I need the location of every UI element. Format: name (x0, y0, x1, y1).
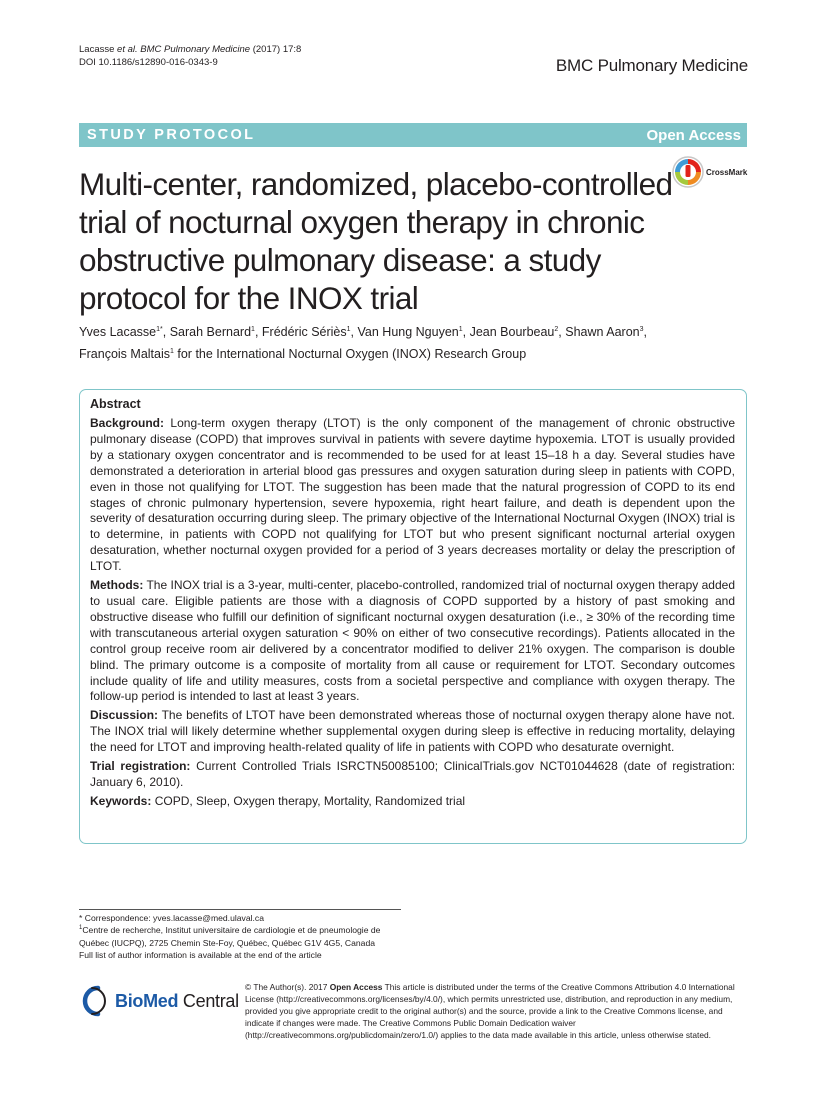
article-title: Multi-center, randomized, placebo-controlled trial of nocturnal oxygen therapy in chronic obstructive pulmonary disease: a study protocol for the INOX trial (79, 166, 673, 316)
publisher-name-bold: BioMed (115, 990, 179, 1011)
citation-authors: Lacasse (79, 44, 118, 55)
biomed-central-logo-icon (79, 985, 111, 1017)
crossmark-badge[interactable] (672, 156, 747, 188)
author-separator: , (558, 325, 566, 339)
footnotes (79, 912, 409, 961)
author-affiliation-sup: 1 (170, 347, 174, 355)
discussion-text: The benefits of LTOT have been demonstrated whereas those of nocturnal oxygen therapy alone have not. The INOX trial will likely determine whether supplemental oxygen during sleep is effective in reducing mortality, delaying the need for LTOT and improving health-related quality of life in patients with COPD who desaturate overnight. (90, 708, 735, 755)
abstract-heading: Abstract (90, 397, 141, 411)
abstract-discussion (90, 708, 735, 756)
footnote-divider (79, 909, 401, 910)
doi: DOI 10.1186/s12890-016-0343-9 (79, 57, 218, 68)
author-affiliation-sup: 2 (554, 325, 559, 333)
author-name: Frédéric Sériès (261, 325, 347, 339)
author-affiliation-sup: 1 (458, 325, 463, 333)
author-name: Sarah Bernard (169, 325, 252, 339)
citation-block (79, 43, 301, 69)
license-body: This article is distributed under the terms of the Creative Commons Attribution 4.0 International License (http://creativecommons.org/licenses/by/4.0/), which permits unrestricted use, distribution, and reproduction in any medium, provided you give appropriate credit to the original author(s) and the source, provide a link to the Creative Commons license, and indicate if changes were made. The Creative Commons Public Domain Dedication waiver (http://creativecommons.org/publicdomain/zero/1.0/) applies to the data made available in this article, unless otherwise stated. (245, 982, 735, 1040)
citation-volume: (2017) 17:8 (250, 44, 302, 55)
keywords-text: COPD, Sleep, Oxygen therapy, Mortality, Randomized trial (151, 793, 466, 808)
affiliation-text: Centre de recherche, Institut universitaire de cardiologie et de pneumologie de Québec (IUCPQ), 2725 Chemin Ste-Foy, Québec, Québec G1V 4G5, Canada (79, 925, 381, 948)
author-separator: , (462, 325, 470, 339)
correspondence: * Correspondence: yves.lacasse@med.ulaval.ca (79, 913, 264, 923)
discussion-label: Discussion: (90, 708, 159, 723)
author-name: François Maltais (79, 347, 170, 361)
author-affiliation-sup: 1 (251, 325, 255, 333)
license-text (245, 981, 750, 1041)
author-affiliation-sup: 1* (156, 325, 163, 333)
license-prefix: © The Author(s). 2017 (245, 982, 330, 992)
methods-text: The INOX trial is a 3-year, multi-center, placebo-controlled, randomized trial of nocturnal oxygen therapy added to usual care. Eligible patients are those with a diagnosis of COPD supported by a history of past smoking and obstructive disease who fulfill our definition of significant nocturnal oxygen desaturation (i.e., ≥ 30% of the recording time with transcutaneous arterial oxygen saturation < 90% on either of two consecutive recordings). Patients allocated in the control group receive room air delivered by a concentrator modified to deliver 21% oxygen. The comparison is double blind. The primary outcome is a composite of mortality from all cause or requirement for LTOT. Secondary outcomes include quality of life and utility measures, costs from a societal perspective and compliance with oxygen therapy. The follow-up period is intended to last at least 3 years. (90, 578, 735, 704)
journal-name: BMC Pulmonary Medicine (555, 56, 748, 75)
abstract-trial-registration (90, 759, 735, 791)
author-name: Van Hung Nguyen (357, 325, 459, 339)
license-open-access: Open Access (329, 982, 383, 992)
affiliation (79, 924, 409, 949)
author-separator: , (254, 325, 262, 339)
author-affiliation-sup: 3 (639, 325, 644, 333)
author-affiliation-sup: 1 (346, 325, 351, 333)
author-group: for the International Nocturnal Oxygen (INOX) Research Group (173, 347, 527, 361)
article-type-banner (79, 123, 747, 147)
trial-label: Trial registration: (90, 759, 191, 774)
author-separator: , (162, 325, 170, 339)
author-name: Yves Lacasse (79, 325, 157, 339)
author-list (79, 321, 759, 365)
background-label: Background: (90, 416, 165, 430)
keywords-label: Keywords: (90, 793, 152, 808)
affiliation-sup: 1 (79, 925, 83, 932)
author-separator: , (350, 325, 358, 339)
author-name: Shawn Aaron (565, 325, 640, 339)
publisher-logo (79, 985, 239, 1017)
open-access-label: Open Access (646, 126, 741, 144)
author-name: Jean Bourbeau (469, 325, 555, 339)
methods-label: Methods: (90, 578, 144, 593)
abstract-methods (90, 578, 735, 705)
publisher-name-rest: Central (178, 990, 239, 1011)
publisher-name (115, 991, 239, 1012)
background-text: Long-term oxygen therapy (LTOT) is the only component of the management of chronic obstructive pulmonary disease (COPD) that improves survival in patients with severe daytime hypoxemia. LTOT is usually provided by a stationary oxygen concentrator and is recommended to be used for at least 15–18 h a day. Several studies have demonstrated a deterioration in arterial blood gas pressures and oxygen saturation during sleep in patients with COPD, even in those not qualifying for LTOT. The suggestion has been made that the natural progression of COPD to its end stages of chronic pulmonary hypertension, severe hypoxemia, right heart failure, and death is dependent upon the severity of desaturation occurring during sleep. The primary objective of the International Nocturnal Oxygen (INOX) trial is to determine, in patients with COPD not qualifying for LTOT but who present significant nocturnal arterial oxygen desaturation, whether nocturnal oxygen provided for a period of 3 years decreases mortality or delay the prescription of LTOT. (90, 416, 735, 574)
trial-text: Current Controlled Trials ISRCTN50085100; ClinicalTrials.gov NCT01044628 (date of registration: January 6, 2010). (90, 759, 735, 789)
abstract-box (79, 389, 747, 844)
abstract-keywords (90, 794, 735, 810)
crossmark-label: CrossMark (706, 167, 748, 177)
abstract-background (90, 416, 735, 575)
citation-journal: et al. BMC Pulmonary Medicine (117, 44, 251, 55)
full-list-note: Full list of author information is available at the end of the article (79, 949, 322, 960)
article-type: STUDY PROTOCOL (87, 127, 256, 143)
author-separator: , (643, 325, 647, 339)
crossmark-icon (672, 156, 704, 188)
